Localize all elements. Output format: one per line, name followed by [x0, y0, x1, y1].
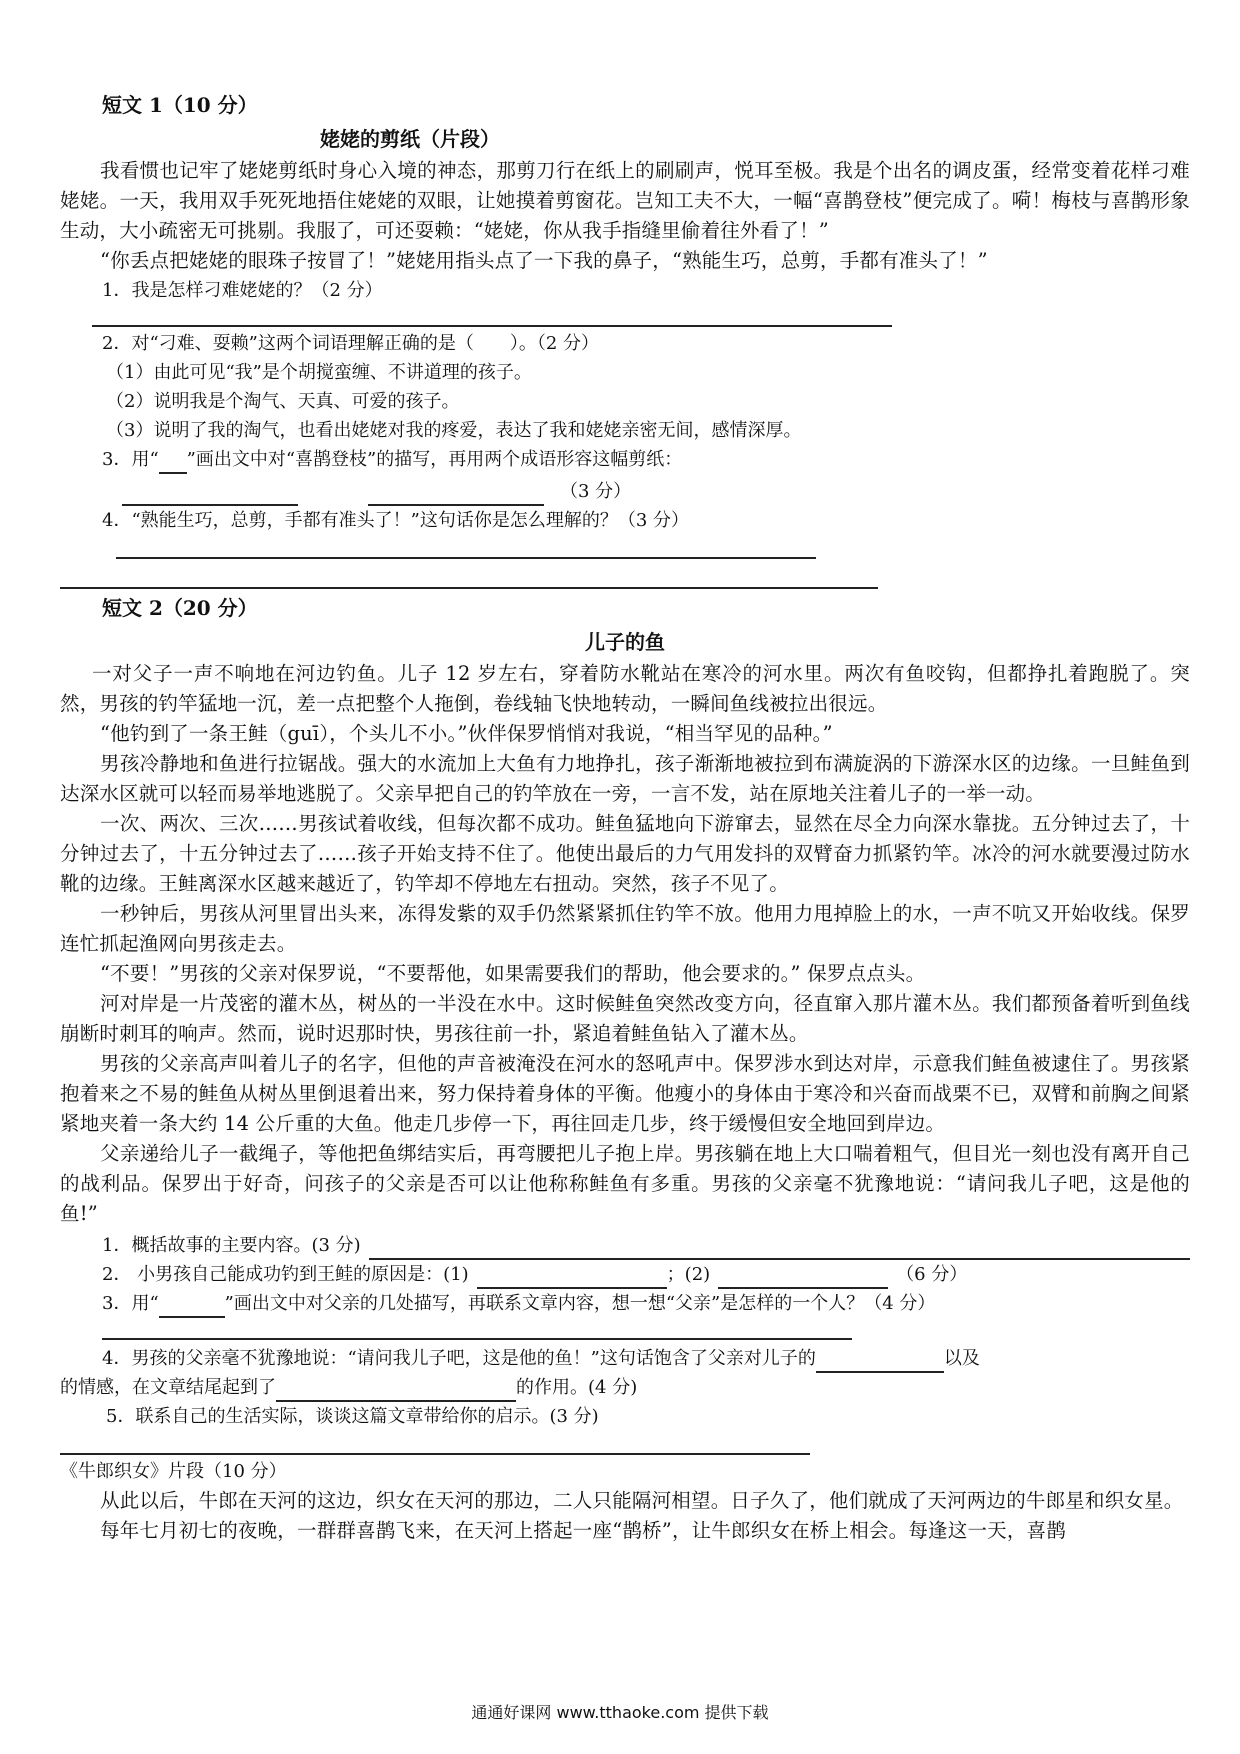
s2-question-4-cont	[60, 1373, 1190, 1402]
s2-question-3	[102, 1289, 1190, 1318]
s1-option-3: （3）说明了我的淘气，也看出姥姥对我的疼爱，表达了我和姥姥亲密无间，感情深厚。	[106, 420, 802, 441]
section3-heading: 《牛郎织女》片段（10 分）	[60, 1461, 287, 1482]
s1-option-1: （1）由此可见“我”是个胡搅蛮缠、不讲道理的孩子。	[106, 362, 532, 383]
s2-answer-line-5[interactable]	[60, 1453, 810, 1455]
s2-q2-blank-2[interactable]	[718, 1267, 888, 1289]
s2-q4-text-a: 4．男孩的父亲毫不犹豫地说：“请问我儿子吧，这是他的鱼！”这句话饱含了父亲对儿子的	[102, 1348, 816, 1369]
section3-paragraph-1: 从此以后，牛郎在天河的这边，织女在天河的那边，二人只能隔河相望。日子久了，他们就成了天河两边的牛郎星和织女星。	[100, 1489, 1184, 1512]
s2-q1-blank[interactable]	[369, 1238, 1190, 1260]
section1-paragraph-2: “你丢点把姥姥的眼珠子按冒了！”姥姥用指头点了一下我的鼻子，“熟能生巧，总剪，手都有准头了！”	[100, 249, 988, 272]
s2-question-2	[102, 1260, 1190, 1289]
s2-q4-blank-1[interactable]	[816, 1351, 944, 1373]
s1-underline-sample	[159, 454, 187, 474]
s1-q3-part-b: ”画出文中对“喜鹊登枝”的描写，再用两个成语形容这幅剪纸：	[186, 449, 683, 470]
s2-q2-blank-1[interactable]	[477, 1267, 667, 1289]
s2-q2-score: （6 分）	[896, 1264, 968, 1285]
s1-question-2: 2．对“刁难、耍赖”这两个词语理解正确的是（ ）。（2 分）	[102, 333, 600, 354]
s2-q4-text-c: 的情感，在文章结尾起到了	[60, 1377, 276, 1398]
section2-paragraph-9: 父亲递给儿子一截绳子，等他把鱼绑结实后，再弯腰把儿子抱上岸。男孩躺在地上大口喘着粗气，但目光一刻也没有离开自己的战利品。保罗出于好奇，问孩子的父亲是否可以让他称称鲑鱼有多重。男孩的父亲毫不犹豫地说：“请问我儿子吧，这是他的鱼!”	[60, 1142, 1190, 1225]
s2-q2-text-a: 2． 小男孩自己能成功钓到王鲑的原因是：(1)	[102, 1264, 469, 1285]
s1-q3-answer-row	[122, 474, 1190, 506]
section2-paragraph-3: 男孩冷静地和鱼进行拉锯战。强大的水流加上大鱼有力地挣扎，孩子渐渐地被拉到布满旋涡的下游深水区的边缘。一旦鲑鱼到达深水区就可以轻而易举地逃脱了。父亲早把自己的钓竿放在一旁，一言不发，站在原地关注着儿子的一举一动。	[60, 752, 1190, 805]
section2-paragraph-5: 一秒钟后，男孩从河里冒出头来，冻得发紫的双手仍然紧紧抓住钓竿不放。他用力甩掉脸上的水，一声不吭又开始收线。保罗连忙抓起渔网向男孩走去。	[60, 902, 1190, 955]
s1-option-2: （2）说明我是个淘气、天真、可爱的孩子。	[106, 391, 460, 412]
section2-paragraph-2: “他钓到了一条王鲑（guī），个头儿不小。”伙伴保罗悄悄对我说，“相当罕见的品种。”	[100, 722, 833, 745]
s2-answer-line-3[interactable]	[102, 1338, 852, 1340]
section1-heading: 短文 1（10 分）	[102, 93, 258, 117]
section-divider	[60, 587, 878, 589]
section2-paragraph-7: 河对岸是一片茂密的灌木丛，树丛的一半没在水中。这时候鲑鱼突然改变方向，径直窜入那片灌木丛。我们都预备着听到鱼线崩断时刺耳的响声。然而，说时迟那时快，男孩往前一扑，紧追着鲑鱼钻入了灌木丛。	[60, 992, 1190, 1045]
s2-q2-text-b: ；(2)	[666, 1264, 711, 1285]
s1-question-1: 1．我是怎样刁难姥姥的？（2 分）	[102, 280, 383, 301]
s2-q4-blank-2[interactable]	[276, 1380, 516, 1402]
section2-paragraph-8: 男孩的父亲高声叫着儿子的名字，但他的声音被淹没在河水的怒吼声中。保罗涉水到达对岸，示意我们鲑鱼被逮住了。男孩紧抱着来之不易的鲑鱼从树丛里倒退着出来，努力保持着身体的平衡。他瘦小的身体由于寒冷和兴奋而战栗不已，双臂和前胸之间紧紧地夹着一条大约 14 公斤重的大鱼。他走几步停一下，再往回走几步，终于缓慢但安全地回到岸边。	[60, 1052, 1190, 1135]
s1-q3-blank-1[interactable]	[122, 484, 298, 506]
s1-answer-line-4[interactable]	[116, 557, 816, 559]
s2-q1-text: 1．概括故事的主要内容。(3 分)	[102, 1235, 361, 1256]
s2-q4-text-d: 的作用。(4 分)	[516, 1377, 638, 1398]
s1-answer-line-1[interactable]	[92, 325, 892, 327]
s2-q3-part-a: 3．用“	[102, 1293, 159, 1314]
section1-title: 姥姥的剪纸（片段）	[320, 127, 500, 151]
s2-question-4	[102, 1344, 1190, 1373]
s2-q4-text-b: 以及	[943, 1348, 980, 1369]
s1-question-3	[102, 445, 1190, 474]
s1-q3-part-a: 3．用“	[102, 449, 159, 470]
section2-heading: 短文 2（20 分）	[102, 596, 258, 620]
s2-q3-part-b: ”画出文中对父亲的几处描写，再联系文章内容，想一想“父亲”是怎样的一个人？（4 分）	[224, 1293, 936, 1314]
s1-q3-blank-2[interactable]	[368, 484, 544, 506]
section2-paragraph-1: 一对父子一声不响地在河边钓鱼。儿子 12 岁左右，穿着防水靴站在寒冷的河水里。两次有鱼咬钩，但都挣扎着跑脱了。突然，男孩的钓竿猛地一沉，差一点把整个人拖倒，卷线轴飞快地转动，一瞬间鱼线被拉出很远。	[60, 662, 1190, 715]
s2-underline-sample	[159, 1298, 225, 1318]
section3-paragraph-2: 每年七月初七的夜晚，一群群喜鹊飞来，在天河上搭起一座“鹊桥”，让牛郎织女在桥上相会。每逢这一天，喜鹊	[100, 1519, 1066, 1542]
s1-question-4: 4．“熟能生巧，总剪，手都有准头了！”这句话你是怎么理解的？（3 分）	[102, 510, 690, 531]
section2-title: 儿子的鱼	[585, 630, 665, 654]
worksheet-page	[60, 88, 1190, 1546]
section1-paragraph-1: 我看惯也记牢了姥姥剪纸时身心入境的神态，那剪刀行在纸上的刷刷声，悦耳至极。我是个出名的调皮蛋，经常变着花样刁难姥姥。一天，我用双手死死地捂住姥姥的双眼，让她摸着剪窗花。岂知工夫不大，一幅“喜鹊登枝”便完成了。嗬！梅枝与喜鹊形象生动，大小疏密无可挑剔。我服了，可还耍赖：“姥姥，你从我手指缝里偷着往外看了！”	[60, 159, 1190, 242]
s2-question-1	[102, 1231, 1190, 1260]
page-footer: 通通好课网 www.tthaoke.com 提供下载	[471, 1703, 769, 1722]
section2-paragraph-4: 一次、两次、三次……男孩试着收线，但每次都不成功。鲑鱼猛地向下游窜去，显然在尽全力向深水靠拢。五分钟过去了，十分钟过去了，十五分钟过去了……孩子开始支持不住了。他使出最后的力气用发抖的双臂奋力抓紧钓竿。冰冷的河水就要漫过防水靴的边缘。王鲑离深水区越来越近了，钓竿却不停地左右扭动。突然，孩子不见了。	[60, 812, 1190, 895]
section2-paragraph-6: “不要！”男孩的父亲对保罗说，“不要帮他，如果需要我们的帮助，他会要求的。” 保罗点点头。	[100, 962, 926, 985]
s2-question-5: 5．联系自己的生活实际，谈谈这篇文章带给你的启示。(3 分)	[106, 1406, 599, 1427]
s1-q3-score: （3 分）	[560, 481, 632, 502]
